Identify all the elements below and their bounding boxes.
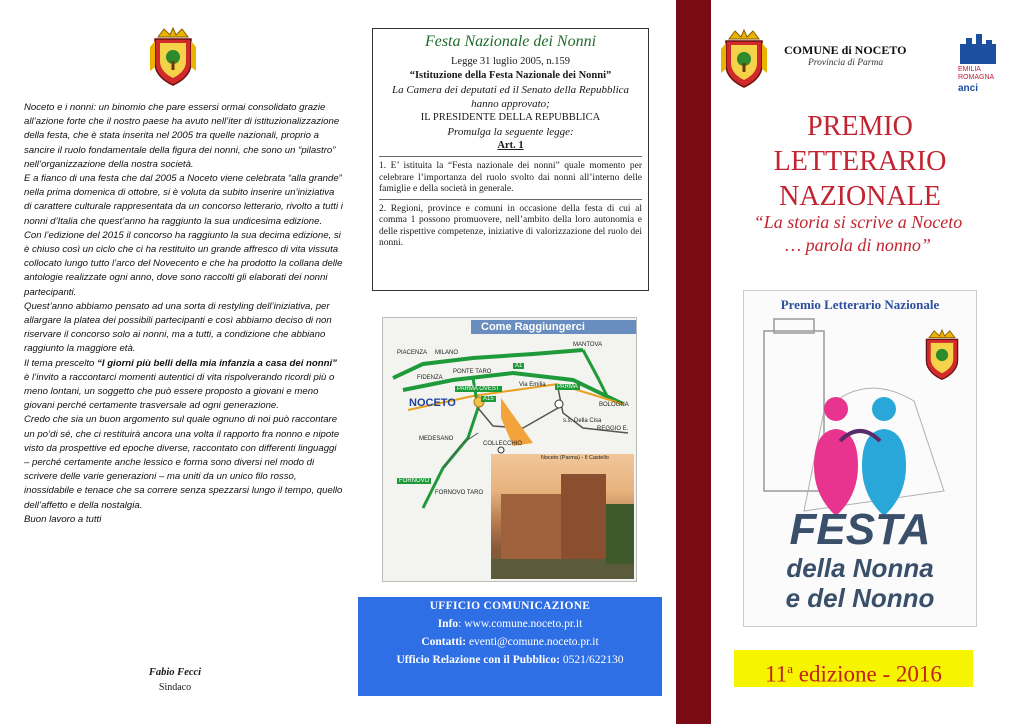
castle-photo: [491, 454, 634, 579]
law-box: [372, 28, 649, 291]
noceto-crest-icon: [150, 27, 196, 87]
noceto-crest-icon: [922, 329, 962, 381]
castle-photo-image: [491, 454, 634, 579]
website-link[interactable]: : www.comune.noceto.pr.it: [458, 618, 583, 630]
theme-rest: è l’invito a raccontarci momenti autentici di vita rispolverando ricordi più o meno lontani, un soggetto che può essere proposto a giovani e meno giovani perché certamente trasversale ad ogni generazione.: [24, 371, 335, 412]
map-label: s.s. Della Cisa: [563, 418, 602, 424]
poster-festa: FESTA: [789, 505, 931, 554]
map-label: A1: [515, 363, 523, 369]
contacts-label: Contatti:: [421, 636, 467, 648]
poster-title: Premio Letterario Nazionale: [780, 297, 940, 312]
premio-line-1: PREMIO: [807, 111, 913, 142]
poster-nonno: e del Nonno: [785, 583, 935, 613]
directions-map: [382, 317, 637, 582]
map-label: MEDESANO: [419, 436, 454, 442]
law-reference: Legge 31 luglio 2005, n.159: [451, 56, 570, 67]
map-label: MILANO: [435, 350, 459, 356]
er-line-2: ROMAGNA: [958, 74, 995, 81]
map-label: FORNOVO TARO: [435, 490, 484, 496]
letter-paragraph: Quest’anno abbiamo pensato ad una sorta di restyling dell’iniziativa, per allargare la platea dei possibili partecipanti e così abbiamo deciso di non riservare il concorso solo ai nonni, ma a tutti, a condizione che abbiano raggiunto la maggiore età.: [24, 300, 332, 355]
premio-title: [720, 109, 1000, 214]
noceto-crest-icon: [721, 29, 767, 89]
law-name: “Istituzione della Festa Nazionale dei Nonni”: [409, 70, 612, 81]
letter-paragraph: Noceto e i nonni: un binomio che pare essersi ormai consolidato grazie all’azione forte che il nostro paese ha avuto nell’iter di istituzionalizzazione della festa, che è stata inserita nel 2005 tra quelle nazionali, proprio a sancire il ruolo fondamentale della figura dei nonni, che sono un “pilastro” nell’organizzazione della nostra società.: [24, 102, 340, 170]
map-label: PARMA OVEST: [457, 386, 500, 392]
divider: [379, 199, 642, 200]
letter-paragraph: Credo che sia un buon argomento sul quale ognuno di noi può raccontare un po’di sé, che ci restituirà ancora una volta il rapporto fra nonno e nipote visto da prospettive ed epoche diverse, raccontato con differenti linguaggi – perché certamente anche lessico e forma sono diversi nel modo di scrivere delle varie generazioni – ma uniti da un unico filo rosso, inossidabile e tenace che sa correre senza spezzarsi lungo il tempo, quello dell’affetto e della nostalgia.: [24, 414, 343, 511]
info-line: [358, 618, 662, 630]
urp-phone: 0521/622130: [559, 654, 624, 666]
theme-line-2: … parola di nonno”: [785, 235, 931, 255]
emilia-romagna-logo-icon: [958, 30, 998, 64]
edition-year: edizione - 2016: [793, 661, 942, 687]
letter-closing: Buon lavoro a tutti: [24, 513, 102, 525]
premio-line-2: LETTERARIO: [773, 146, 947, 177]
letter-theme-paragraph: [24, 357, 344, 414]
law-article: Art. 1: [497, 140, 524, 151]
letter-paragraph: Con l’edizione del 2015 il concorso ha raggiunto la sua decima edizione, si è chiuso così un ciclo che ci ha restituito un grande affresco di vita vissuta collocato lungo tutto l’arco del Novecento e che ha prodotto la collana delle antologie realizzate ogni anno, dove sono raccolti gli elaborati dei nonni partecipanti.: [24, 229, 343, 298]
law-promulgation: Promulga la seguente legge:: [447, 126, 574, 138]
map-label: FORNOVO: [399, 478, 430, 484]
map-label: Via Emilia: [519, 382, 546, 388]
urp-label: Ufficio Relazione con il Pubblico:: [396, 654, 560, 666]
comune-title: COMUNE di NOCETO: [784, 43, 907, 57]
law-approval: La Camera dei deputati ed il Senato della Repubblica hanno approvato;: [391, 84, 630, 110]
info-label: Info: [437, 618, 459, 630]
provincia-subtitle: Provincia di Parma: [808, 58, 884, 68]
signature-role: Sindaco: [158, 682, 192, 693]
er-line-1: EMILIA: [958, 66, 981, 73]
urp-line: [358, 654, 662, 666]
theme-title: “I giorni più belli della mia infanzia a casa dei nonni”: [97, 357, 337, 369]
noceto-map-label: NOCETO: [409, 397, 456, 409]
contact-box: [358, 597, 662, 696]
divider: [379, 156, 642, 157]
edition-number: 11: [765, 661, 788, 687]
map-label: COLLECCHIO: [483, 441, 523, 447]
map-label: PARMA: [557, 384, 578, 390]
contacts-line: [358, 636, 662, 648]
email-link[interactable]: eventi@comune.noceto.pr.it: [466, 636, 599, 648]
law-comma-2: 2. Regioni, province e comuni in occasione della festa di cui al comma 1 possono promuovere, nell’ambito della loro autonomia e delle rispettive competenze, iniziative di valorizzazione del ruolo dei nonni.: [379, 203, 642, 248]
map-label: FIDENZA: [417, 375, 443, 381]
letter-paragraph: E a fianco di una festa che dal 2005 a Noceto viene celebrata “alla grande” nella prima domenica di ottobre, si è voluta da subito inserire un’iniziativa di carattere culturale rappresentata da un concorso letterario, rivolto a tutti i nonni d’Italia che quest’anno ha raggiunto la sua undicesima edizione.: [24, 173, 343, 227]
signature-name: Fabio Fecci: [148, 667, 202, 678]
map-label: A15: [483, 396, 494, 402]
premio-line-3: NAZIONALE: [779, 181, 941, 212]
map-label: MANTOVA: [573, 342, 603, 348]
emilia-romagna-label: [958, 66, 994, 82]
law-title: Festa Nazionale dei Nonni: [424, 33, 597, 50]
mayor-letter: [24, 101, 344, 527]
contact-title: UFFICIO COMUNICAZIONE: [429, 600, 591, 612]
law-comma-1: 1. E’ istituita la “Festa nazionale dei nonni” quale momento per celebrare l’importanza del ruolo svolto dai nonni all’interno delle famiglie e della società in generale.: [379, 161, 642, 194]
map-label: PONTE TARO: [453, 369, 492, 375]
castle-photo-caption: Noceto (Parma) - Il Castello: [541, 455, 609, 461]
map-label: REGGIO E.: [597, 426, 629, 432]
festa-poster: [743, 290, 977, 627]
poster-nonna: della Nonna: [786, 553, 934, 583]
fold-divider: [676, 0, 711, 724]
law-president: IL PRESIDENTE DELLA REPUBBLICA: [420, 112, 601, 123]
anci-label: anci: [958, 83, 979, 94]
theme-intro: Il tema prescelto: [24, 357, 98, 369]
edition-superscript: a: [787, 661, 794, 676]
theme-line-1: “La storia si scrive a Noceto: [753, 212, 963, 232]
edition-banner: [734, 650, 973, 687]
map-label: BOLOGNA: [599, 402, 629, 408]
contest-theme: [722, 211, 994, 257]
map-header: Come Raggiungerci: [471, 320, 636, 334]
map-label: PIACENZA: [397, 350, 428, 356]
